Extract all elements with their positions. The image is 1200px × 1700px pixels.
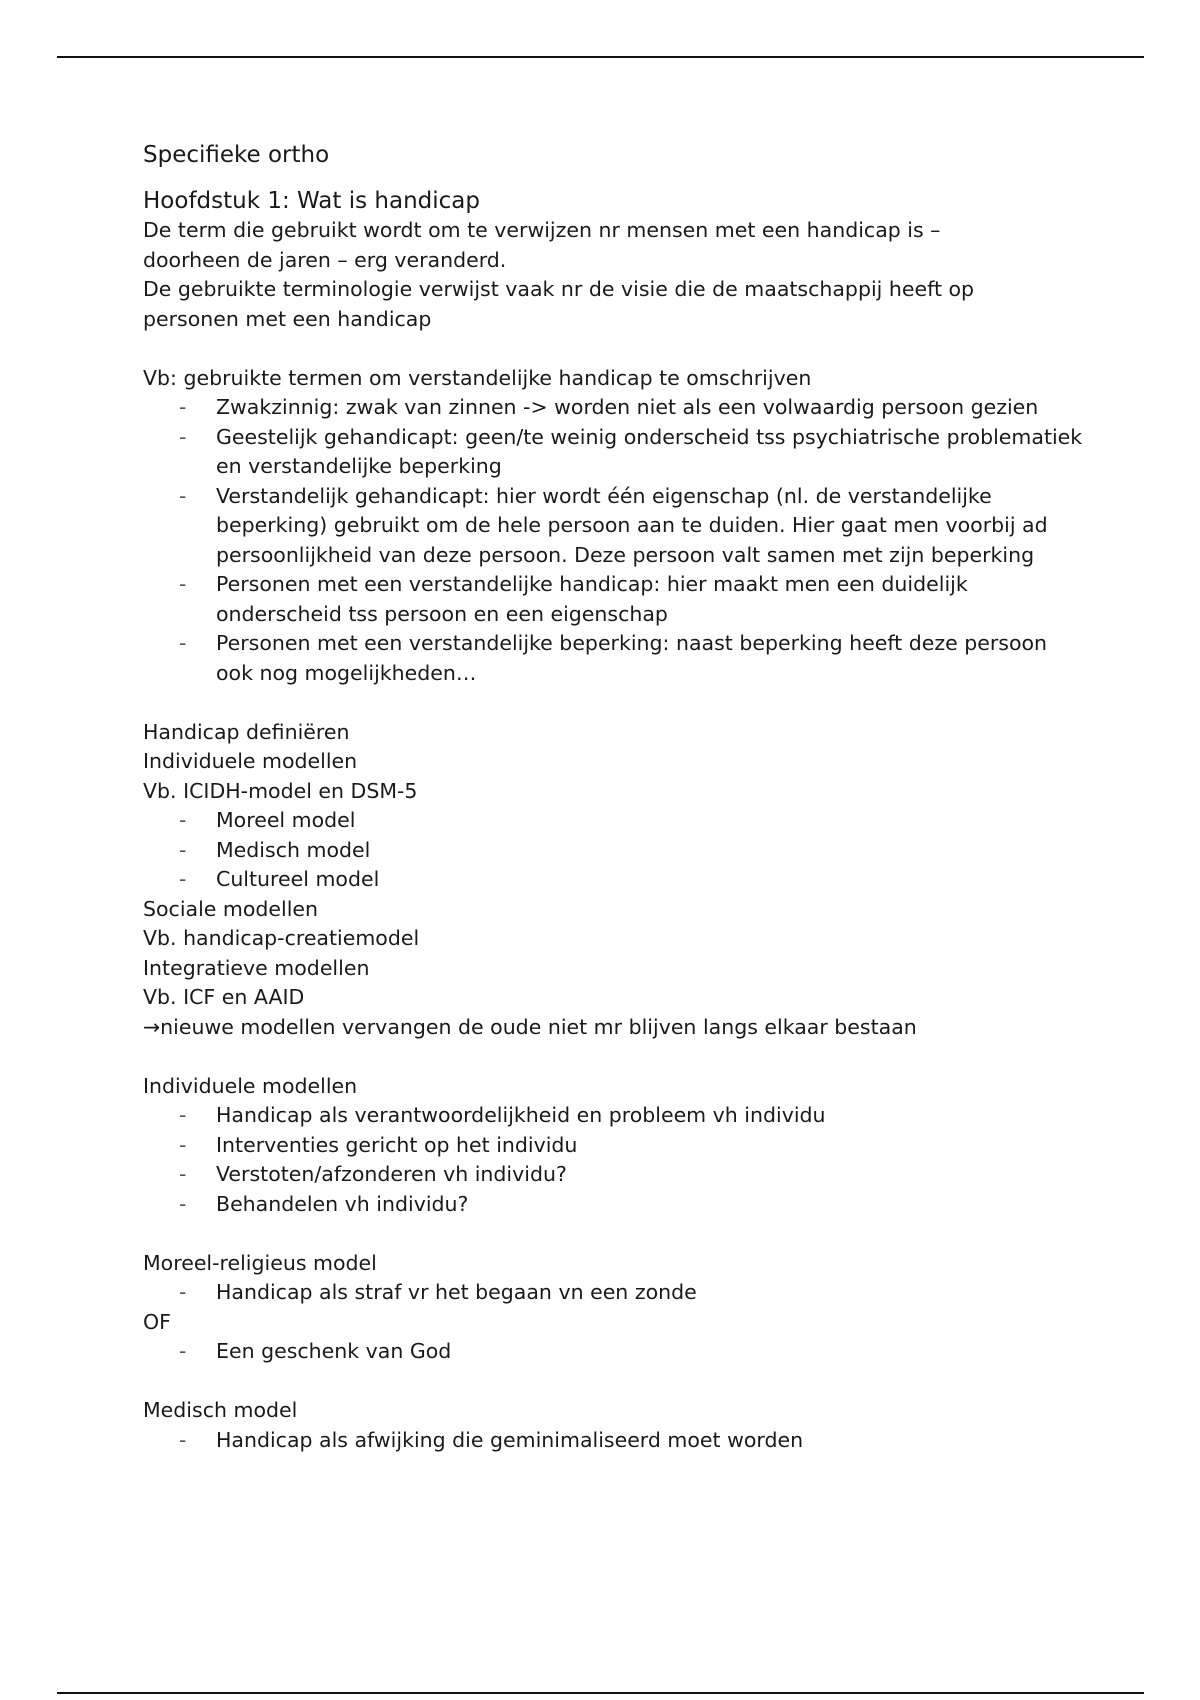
document-page bbox=[143, 140, 1083, 1455]
spacer bbox=[143, 1219, 1083, 1249]
list-item: - Moreel model bbox=[143, 806, 1083, 836]
terms-list bbox=[143, 393, 1083, 688]
list-item: - Verstoten/afzonderen vh individu? bbox=[143, 1160, 1083, 1190]
list-item: - Personen met een verstandelijke handicap: hier maakt men een duidelijk onderscheid tss persoon en een eigenschap bbox=[143, 570, 1083, 629]
spacer bbox=[143, 334, 1083, 364]
spacer bbox=[143, 688, 1083, 718]
example-line: Vb. ICIDH-model en DSM-5 bbox=[143, 778, 418, 803]
intro-line: doorheen de jaren – erg veranderd. bbox=[143, 247, 507, 272]
or-separator: OF bbox=[143, 1309, 171, 1334]
chapter-heading: Hoofdstuk 1: Wat is handicap bbox=[143, 188, 480, 214]
list-item: - Medisch model bbox=[143, 836, 1083, 866]
intro-line: personen met een handicap bbox=[143, 306, 432, 331]
list-item: - Personen met een verstandelijke beperking: naast beperking heeft deze persoon ook nog mogelijkheden… bbox=[143, 629, 1083, 688]
list-item: - Handicap als afwijking die geminimaliseerd moet worden bbox=[143, 1426, 1083, 1456]
footer-rule bbox=[57, 1692, 1144, 1694]
example-line: Vb. handicap-creatiemodel bbox=[143, 926, 420, 950]
spacer bbox=[143, 1367, 1083, 1397]
subsection-heading: Individuele modellen bbox=[143, 749, 358, 773]
moral-model-list-alt bbox=[143, 1337, 1083, 1367]
list-item: - Behandelen vh individu? bbox=[143, 1190, 1083, 1220]
individual-model-list bbox=[143, 806, 1083, 895]
section-heading: Handicap definiëren bbox=[143, 719, 350, 744]
list-item: - Geestelijk gehandicapt: geen/te weinig onderscheid tss psychiatrische problematiek en verstandelijke beperking bbox=[143, 423, 1083, 482]
intro-line: De term die gebruikt wordt om te verwijzen nr mensen met een handicap is – bbox=[143, 218, 941, 242]
list-item: - Verstandelijk gehandicapt: hier wordt één eigenschap (nl. de verstandelijke beperking) gebruikt om de hele persoon aan te duiden. Hier gaat men voorbij ad persoonlijkheid van deze persoon. Deze persoon valt samen met zijn beperking bbox=[143, 482, 1083, 571]
section-heading: Medisch model bbox=[143, 1398, 298, 1422]
subsection-heading: Integratieve modellen bbox=[143, 955, 370, 980]
list-item: - Cultureel model bbox=[143, 865, 1083, 895]
spacer bbox=[143, 1042, 1083, 1072]
list-item: - Handicap als verantwoordelijkheid en probleem vh individu bbox=[143, 1101, 1083, 1131]
section-heading: Individuele modellen bbox=[143, 1073, 358, 1098]
moral-model-list bbox=[143, 1278, 1083, 1308]
list-item: - Handicap als straf vr het begaan vn een zonde bbox=[143, 1278, 1083, 1308]
document-title: Specifieke ortho bbox=[143, 142, 330, 168]
intro-line: De gebruikte terminologie verwijst vaak nr de visie die de maatschappij heeft op bbox=[143, 277, 975, 301]
list-item: - Interventies gericht op het individu bbox=[143, 1131, 1083, 1161]
individual-models-list bbox=[143, 1101, 1083, 1219]
list-item: - Zwakzinnig: zwak van zinnen -> worden niet als een volwaardig persoon gezien bbox=[143, 393, 1083, 423]
medical-model-list bbox=[143, 1426, 1083, 1456]
subsection-heading: Sociale modellen bbox=[143, 896, 319, 921]
terms-intro: Vb: gebruikte termen om verstandelijke handicap te omschrijven bbox=[143, 365, 812, 390]
example-line: Vb. ICF en AAID bbox=[143, 985, 305, 1009]
list-item: - Een geschenk van God bbox=[143, 1337, 1083, 1367]
header-rule bbox=[57, 56, 1144, 58]
conclusion-line: →nieuwe modellen vervangen de oude niet mr blijven langs elkaar bestaan bbox=[143, 1014, 917, 1039]
section-heading: Moreel-religieus model bbox=[143, 1250, 377, 1275]
